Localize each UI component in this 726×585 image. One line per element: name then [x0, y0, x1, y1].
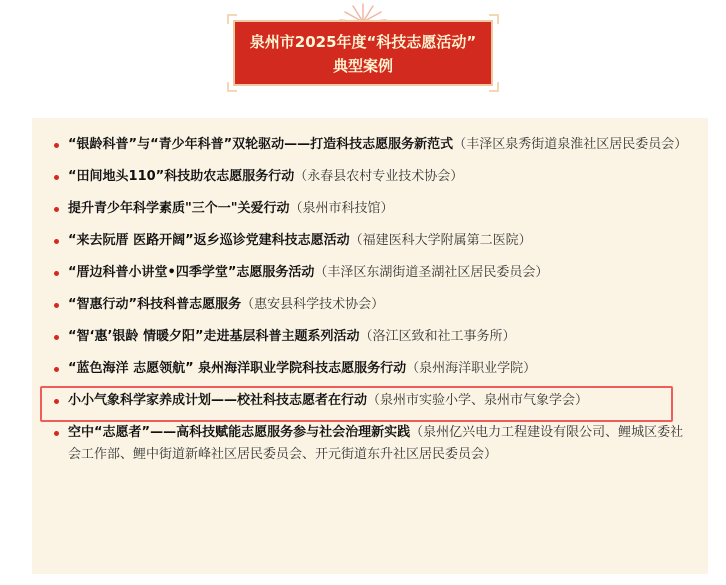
case-item: [68, 230, 696, 252]
case-organization: （丰泽区泉秀街道泉淮社区居民委员会）: [453, 137, 688, 152]
case-item: [68, 294, 696, 316]
case-title: “来去阮厝 医路开阔”返乡巡诊党建科技志愿活动: [68, 233, 350, 248]
banner-title-line1: 泉州市2025年度“科技志愿活动”: [249, 33, 477, 51]
case-organization: （惠安县科学技术协会）: [241, 297, 385, 312]
case-organization: （福建医科大学附属第二医院）: [349, 233, 532, 248]
bullet-icon: [54, 175, 59, 180]
case-list-panel: [32, 118, 708, 574]
case-organization: （泉州海洋职业学院）: [406, 361, 537, 376]
title-banner: [233, 20, 493, 86]
case-organization: （永春县农村专业技术协会）: [294, 169, 464, 184]
bullet-icon: [54, 271, 59, 276]
banner-corner-ornament: [489, 14, 499, 24]
case-title: “田间地头110”科技助农志愿服务行动: [68, 169, 295, 184]
case-item: [68, 422, 696, 466]
case-item: [68, 198, 696, 220]
banner-title-line2: 典型案例: [332, 57, 393, 75]
case-title: “智惠行动”科技科普志愿服务: [68, 297, 242, 312]
bullet-icon: [54, 207, 59, 212]
bullet-icon: [54, 367, 59, 372]
case-item: [68, 134, 696, 156]
case-organization: （泉州市实验小学、泉州市气象学会）: [367, 393, 589, 408]
case-item-highlighted: [68, 358, 696, 380]
bullet-icon: [54, 303, 59, 308]
case-organization: （泉州市科技馆）: [289, 201, 394, 216]
banner-corner-ornament: [227, 82, 237, 92]
case-title: “蓝色海洋 志愿领航” 泉州海洋职业学院科技志愿服务行动: [68, 361, 407, 376]
bullet-icon: [54, 239, 59, 244]
banner-corner-ornament: [489, 82, 499, 92]
case-title: 小小气象科学家养成计划——校社科技志愿者在行动: [68, 393, 368, 408]
case-organization: （丰泽区东湖街道圣湖社区居民委员会）: [314, 265, 549, 280]
case-title: “银龄科普”与“青少年科普”双轮驱动——打造科技志愿服务新范式: [68, 137, 454, 152]
highlight-frame: [40, 386, 673, 422]
case-organization: （泉州亿兴电力工程建设有限公司、鲤城区委社会工作部、鲤中街道新峰社区居民委员会、开元街道东升社区居民委员会）: [68, 425, 684, 462]
case-organization: （洛江区致和社工事务所）: [359, 329, 516, 344]
bullet-icon: [54, 431, 59, 436]
case-title: 提升青少年科学素质"三个一"关爱行动: [68, 201, 290, 216]
case-item: [68, 262, 696, 284]
case-title: “厝边科普小讲堂•四季学堂”志愿服务活动: [68, 265, 315, 280]
banner-corner-ornament: [227, 14, 237, 24]
case-item: [68, 166, 696, 188]
case-item: [68, 326, 696, 348]
bullet-icon: [54, 143, 59, 148]
case-title: 空中“志愿者”——高科技赋能志愿服务参与社会治理新实践: [68, 425, 411, 440]
case-title: “智‘惠’银龄 情暖夕阳”走进基层科普主题系列活动: [68, 329, 360, 344]
bullet-icon: [54, 335, 59, 340]
